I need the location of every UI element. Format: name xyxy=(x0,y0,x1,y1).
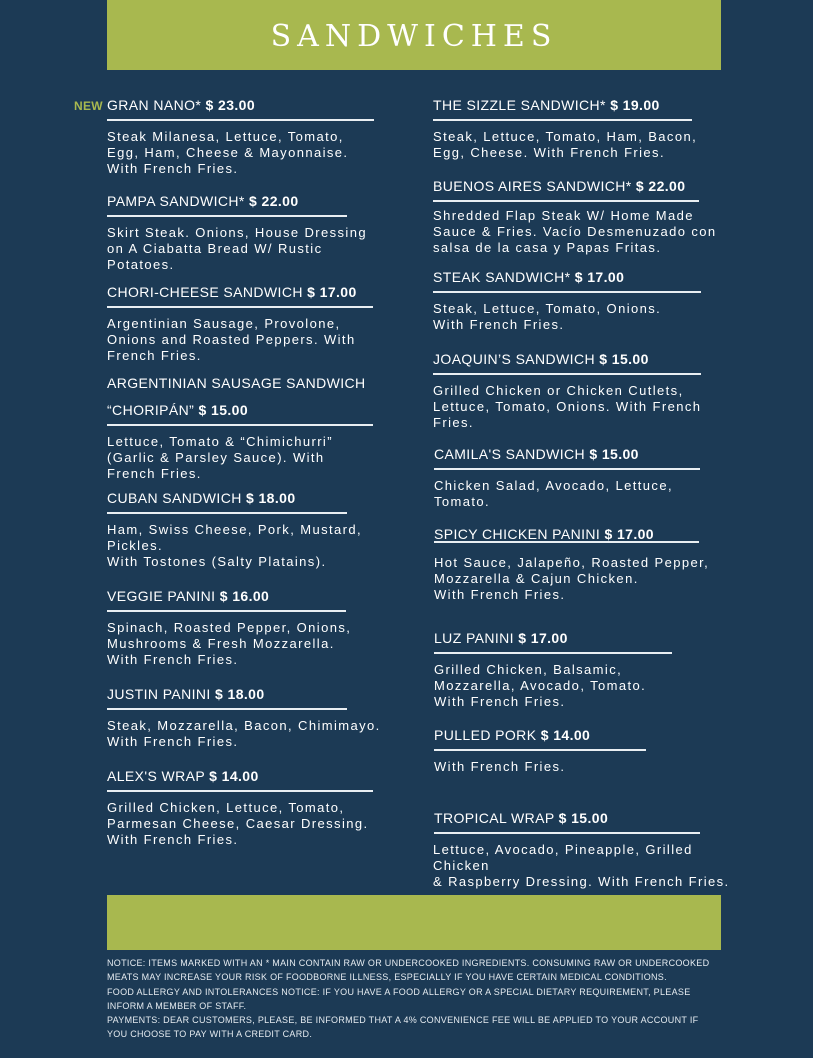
divider xyxy=(434,652,672,654)
menu-item xyxy=(107,374,373,482)
item-name-line1: ARGENTINIAN SAUSAGE SANDWICH xyxy=(107,375,366,391)
item-description: Argentinian Sausage, Provolone, Onions and Roasted Peppers. With French Fries. xyxy=(107,316,356,363)
menu-item xyxy=(433,350,701,431)
header-banner xyxy=(107,0,721,70)
item-name: THE SIZZLE SANDWICH* $ 19.00 xyxy=(433,97,660,113)
item-name: BUENOS AIRES SANDWICH* $ 22.00 xyxy=(433,178,686,194)
divider xyxy=(107,306,373,308)
item-description: With French Fries. xyxy=(434,759,566,774)
notices xyxy=(107,956,719,1042)
item-description: Steak, Lettuce, Tomato, Onions. With French Fries. xyxy=(433,301,662,332)
menu-item xyxy=(433,177,717,256)
item-description: Lettuce, Avocado, Pineapple, Grilled Chicken & Raspberry Dressing. With French Fries. xyxy=(433,842,730,889)
item-description: Shredded Flap Steak W/ Home Made Sauce & Fries. Vacío Desmenuzado con salsa de la casa y Papas Fritas. xyxy=(433,208,717,255)
menu-item xyxy=(107,283,373,364)
divider xyxy=(433,291,701,293)
item-price: $ 15.00 xyxy=(198,402,249,418)
menu-item xyxy=(434,809,730,890)
item-name: CHORI-CHEESE SANDWICH $ 17.00 xyxy=(107,284,357,300)
item-price: $ 17.00 xyxy=(307,284,357,300)
item-name: SPICY CHICKEN PANINI $ 17.00 xyxy=(434,526,654,542)
footer-band xyxy=(107,895,721,950)
divider xyxy=(107,790,373,792)
item-price: $ 15.00 xyxy=(589,446,639,462)
item-name: NEW GRAN NANO* $ 23.00 xyxy=(74,97,256,113)
item-description: Lettuce, Tomato & “Chimichurri” (Garlic & Parsley Sauce). With French Fries. xyxy=(107,434,333,481)
item-description: Ham, Swiss Cheese, Pork, Mustard, Pickles. With Tostones (Salty Platains). xyxy=(107,522,362,569)
menu-item xyxy=(107,767,373,848)
item-description: Spinach, Roasted Pepper, Onions, Mushrooms & Fresh Mozzarella. With French Fries. xyxy=(107,620,352,667)
menu-item xyxy=(433,268,701,333)
divider xyxy=(433,200,699,202)
item-name: VEGGIE PANINI $ 16.00 xyxy=(107,588,270,604)
payment-notice: PAYMENTS: DEAR CUSTOMERS, PLEASE, BE INFORMED THAT A 4% CONVENIENCE FEE WILL BE APPLIED TO YOUR ACCOUNT IF YOU CHOOSE TO PAY WITH A CREDIT CARD. xyxy=(107,1015,699,1040)
allergy-notice: FOOD ALLERGY AND INTOLERANCES NOTICE: IF YOU HAVE A FOOD ALLERGY OR A SPECIAL DIETARY REQUIREMENT, PLEASE INFORM A MEMBER OF STAFF. xyxy=(107,986,691,1011)
item-description: Hot Sauce, Jalapeño, Roasted Pepper, Mozzarella & Cajun Chicken. With French Fries. xyxy=(434,555,710,602)
item-name: PULLED PORK $ 14.00 xyxy=(434,727,591,743)
item-name: TROPICAL WRAP $ 15.00 xyxy=(434,810,609,826)
item-price: $ 22.00 xyxy=(635,178,686,194)
divider xyxy=(107,215,347,217)
item-price: $ 17.00 xyxy=(604,526,654,542)
item-price: $ 19.00 xyxy=(610,97,660,113)
divider xyxy=(434,468,700,470)
menu-item xyxy=(74,96,374,177)
item-description: Grilled Chicken, Balsamic, Mozzarella, Avocado, Tomato. With French Fries. xyxy=(434,662,647,709)
menu-item xyxy=(107,587,351,668)
divider xyxy=(107,424,373,426)
menu-item xyxy=(107,489,362,570)
item-name: PAMPA SANDWICH* $ 22.00 xyxy=(107,193,299,209)
item-description: Skirt Steak. Onions, House Dressing on A Ciabatta Bread W/ Rustic Potatoes. xyxy=(107,225,367,272)
raw-food-notice: NOTICE: ITEMS MARKED WITH AN * MAIN CONTAIN RAW OR UNDERCOOKED INGREDIENTS. CONSUMING RAW OR UNDERCOOKED MEATS MAY INCREASE YOUR RISK OF FOODBORNE ILLNESS, ESPECIALLY IF YOU HAVE CERTAIN MEDICAL CONDITIONS. xyxy=(107,958,710,983)
item-price: $ 18.00 xyxy=(215,686,265,702)
item-description: Grilled Chicken or Chicken Cutlets, Lettuce, Tomato, Onions. With French Fries. xyxy=(433,383,702,430)
divider xyxy=(107,512,347,514)
item-name: “CHORIPÁN” $ 15.00 xyxy=(107,402,249,418)
item-description: Chicken Salad, Avocado, Lettuce, Tomato. xyxy=(434,478,673,509)
divider xyxy=(107,708,347,710)
page-title: SANDWICHES xyxy=(270,18,558,54)
item-name: LUZ PANINI $ 17.00 xyxy=(434,630,568,646)
divider xyxy=(434,832,700,834)
item-description: Steak, Mozzarella, Bacon, Chimimayo. With French Fries. xyxy=(107,718,381,749)
item-price: $ 22.00 xyxy=(249,193,299,209)
item-name: CUBAN SANDWICH $ 18.00 xyxy=(107,490,296,506)
item-description: Grilled Chicken, Lettuce, Tomato, Parmesan Cheese, Caesar Dressing. With French Fries. xyxy=(107,800,369,847)
menu-item xyxy=(433,96,697,161)
item-name: ALEX'S WRAP $ 14.00 xyxy=(107,768,259,784)
divider xyxy=(107,610,346,612)
item-price: $ 14.00 xyxy=(540,727,591,743)
item-name: STEAK SANDWICH* $ 17.00 xyxy=(433,269,625,285)
item-name: CAMILA'S SANDWICH $ 15.00 xyxy=(434,446,639,462)
item-price: $ 18.00 xyxy=(246,490,296,506)
item-price: $ 17.00 xyxy=(574,269,625,285)
divider xyxy=(433,119,692,121)
menu-item xyxy=(434,629,672,710)
menu-item xyxy=(107,685,381,750)
menu-item xyxy=(434,726,646,775)
item-price: $ 17.00 xyxy=(518,630,568,646)
divider xyxy=(107,119,374,121)
item-name: JUSTIN PANINI $ 18.00 xyxy=(107,686,265,702)
item-price: $ 15.00 xyxy=(599,351,649,367)
item-price: $ 23.00 xyxy=(205,97,256,113)
divider xyxy=(434,749,646,751)
menu-item xyxy=(434,445,733,510)
menu-item xyxy=(107,192,367,273)
item-name: JOAQUIN’S SANDWICH $ 15.00 xyxy=(433,351,649,367)
item-price: $ 14.00 xyxy=(209,768,259,784)
item-price: $ 15.00 xyxy=(558,810,609,826)
divider xyxy=(433,373,701,375)
new-badge: NEW xyxy=(74,99,103,113)
item-description: Steak Milanesa, Lettuce, Tomato, Egg, Ham, Cheese & Mayonnaise. With French Fries. xyxy=(107,129,349,176)
item-price: $ 16.00 xyxy=(219,588,270,604)
menu-item xyxy=(434,525,709,603)
item-description: Steak, Lettuce, Tomato, Ham, Bacon, Egg, Cheese. With French Fries. xyxy=(433,129,698,160)
